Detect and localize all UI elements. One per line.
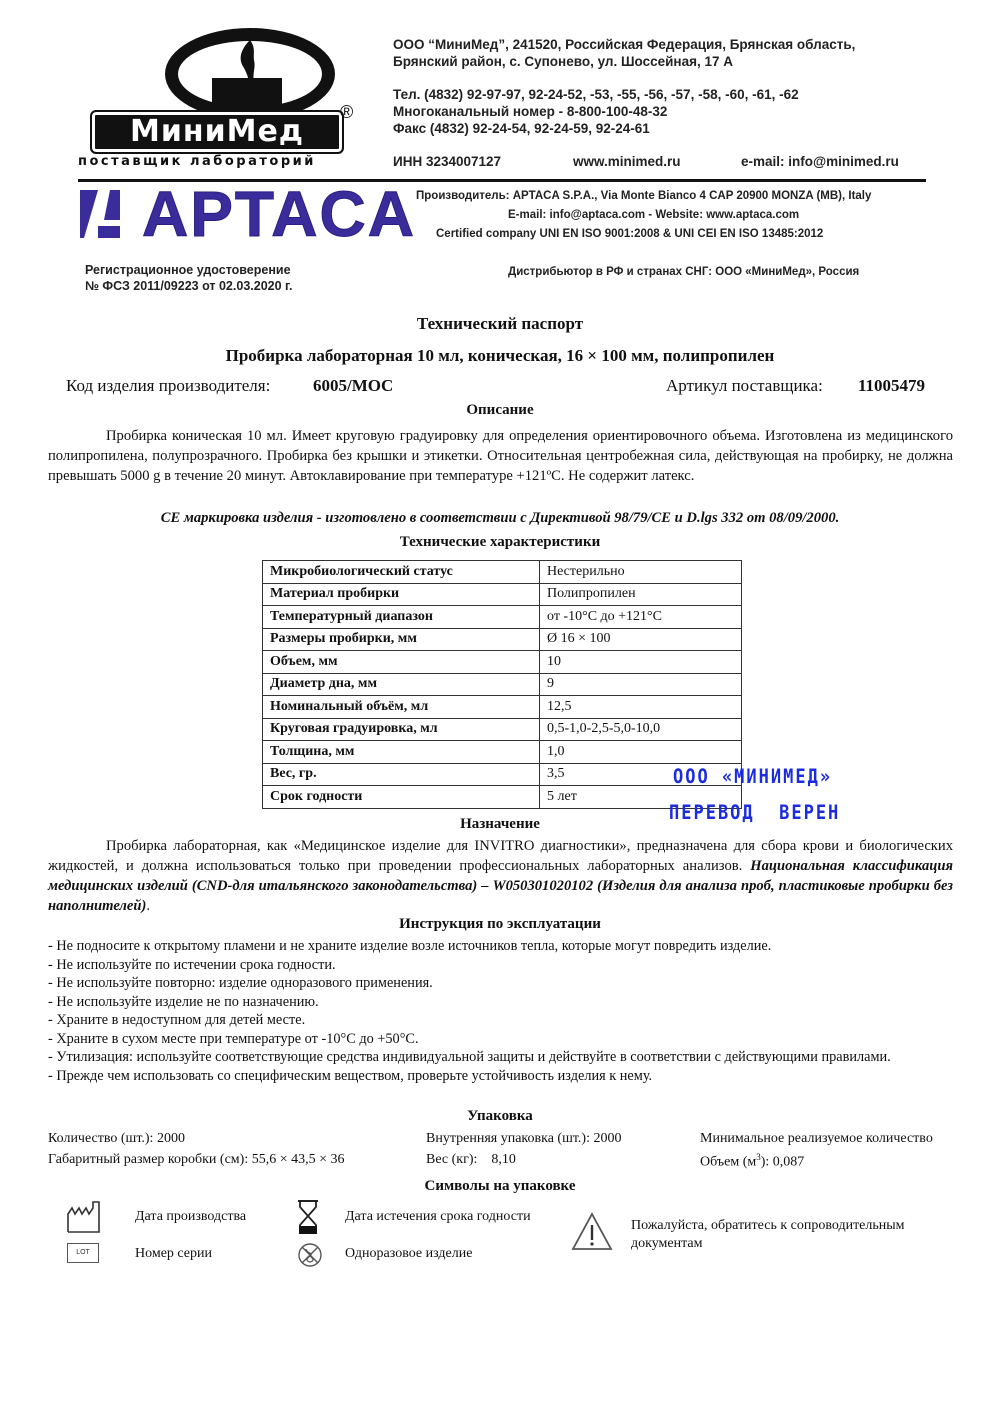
mfr-code-label: Код изделия производителя: bbox=[66, 376, 271, 395]
warning-triangle-icon bbox=[571, 1212, 613, 1252]
table-row bbox=[263, 763, 742, 786]
description-body: Пробирка коническая 10 мл. Имеет круговую градуировку для определения ориентировочного объема. Изготовлена из медицинского полипропилена, полупрозрачного. Пробирка без крышки и этикетки. Относительная центробежная сила, действующая на пробирку, не должна превышать 5000 g в течение 20 минут. Автоклавирование при температуре +121ºC. Не содержит латекс. bbox=[48, 428, 953, 484]
list-item: - Храните в сухом месте при температуре от -10°C до +50°C. bbox=[48, 1030, 419, 1047]
package-quantity: Количество (шт.): 2000 bbox=[48, 1131, 185, 1146]
box-volume bbox=[700, 1152, 804, 1171]
table-row bbox=[263, 561, 742, 584]
spec-key: Срок годности bbox=[263, 786, 540, 809]
registered-mark: ® bbox=[340, 102, 354, 122]
consult-documents-label: Пожалуйста, обратитесь к сопроводительным документам bbox=[631, 1218, 905, 1251]
volume-label: Объем (м bbox=[700, 1154, 757, 1170]
distributor-info: Дистрибьютор в РФ и странах СНГ: ООО «МиниМед», Россия bbox=[508, 266, 860, 278]
list-item: - Не подносите к открытому пламени и не храните изделие возле источников тепла, которые могут повредить изделие. bbox=[48, 938, 772, 954]
classification-period: . bbox=[146, 898, 151, 914]
document-title: Технический паспорт bbox=[416, 314, 584, 333]
spec-key: Температурный диапазон bbox=[263, 606, 540, 629]
inner-package: Внутренняя упаковка (шт.): 2000 bbox=[426, 1131, 622, 1146]
table-row bbox=[263, 606, 742, 629]
purpose-heading: Назначение bbox=[460, 816, 540, 832]
batch-number-label: Номер серии bbox=[135, 1246, 212, 1261]
box-weight bbox=[426, 1152, 516, 1168]
spec-value: от -10°C до +121°C bbox=[540, 606, 742, 629]
table-row bbox=[263, 741, 742, 764]
spec-key: Вес, гр. bbox=[263, 763, 540, 786]
minimed-wordmark: МиниМед bbox=[90, 110, 344, 154]
translation-stamp-line-2: ПЕРЕВОД ВЕРЕН bbox=[669, 801, 841, 825]
registration-certificate bbox=[85, 262, 292, 294]
spec-value: 9 bbox=[540, 673, 742, 696]
spec-key: Объем, мм bbox=[263, 651, 540, 674]
aptaca-logo-mark bbox=[80, 186, 136, 242]
list-item: - Не используйте изделие не по назначению. bbox=[48, 993, 319, 1010]
spec-value: 3,5 bbox=[540, 763, 742, 786]
registration-line-1: Регистрационное удостоверение bbox=[85, 263, 291, 277]
table-row bbox=[263, 651, 742, 674]
spec-key: Круговая градуировка, мл bbox=[263, 718, 540, 741]
spec-key: Материал пробирки bbox=[263, 583, 540, 606]
instructions-list bbox=[48, 937, 958, 1085]
weight-value: 8,10 bbox=[491, 1152, 516, 1167]
weight-label: Вес (кг): bbox=[426, 1152, 478, 1167]
email-link[interactable]: e-mail: info@minimed.ru bbox=[741, 154, 899, 169]
single-use-icon bbox=[297, 1242, 323, 1268]
spec-value: 12,5 bbox=[540, 696, 742, 719]
minimed-tagline: поставщик лабораторий bbox=[78, 154, 316, 169]
multichannel-line: Многоканальный номер - 8-800-100-48-32 bbox=[393, 104, 668, 119]
table-row bbox=[263, 718, 742, 741]
supplier-sku-label: Артикул поставщика: bbox=[666, 376, 823, 395]
manufacture-date-icon bbox=[66, 1200, 102, 1234]
spec-key: Номинальный объём, мл bbox=[263, 696, 540, 719]
list-item: - Утилизация: используйте соответствующие средства индивидуальной защиты и действуйте в соответствии с действующими правилами. bbox=[48, 1049, 891, 1065]
spec-key: Размеры пробирки, мм bbox=[263, 628, 540, 651]
packaging-heading: Упаковка bbox=[467, 1108, 533, 1124]
spec-value: 10 bbox=[540, 651, 742, 674]
lot-icon: LOT bbox=[67, 1243, 99, 1263]
website-link[interactable]: www.minimed.ru bbox=[573, 154, 681, 169]
flame-icon bbox=[236, 40, 262, 82]
list-item: - Храните в недоступном для детей месте. bbox=[48, 1012, 306, 1028]
aptaca-wordmark: APTACA bbox=[142, 178, 416, 250]
product-name: Пробирка лабораторная 10 мл, коническая, 16 × 100 мм, полипропилен bbox=[225, 346, 775, 365]
purpose-body: Пробирка лабораторная, как «Медицинское изделие для INVITRO диагностики», предназначена для сбора крови и биологических жидкостей, и должна использоваться только при проведении профессиональных лабораторных анализов. bbox=[48, 838, 953, 874]
spec-value: 0,5-1,0-2,5-5,0-10,0 bbox=[540, 718, 742, 741]
registration-line-2: № ФСЗ 2011/09223 от 02.03.2020 г. bbox=[85, 279, 293, 293]
spec-key: Микробиологический статус bbox=[263, 561, 540, 584]
inn: ИНН 3234007127 bbox=[393, 154, 502, 169]
address-line-2: Брянский район, с. Супонево, ул. Шоссейная, 17 А bbox=[393, 54, 733, 69]
spec-value: Полипропилен bbox=[540, 583, 742, 606]
list-item: - Прежде чем использовать со специфическим веществом, проверьте устойчивость изделия к нему. bbox=[48, 1067, 653, 1084]
hourglass-icon bbox=[296, 1199, 320, 1235]
phone-line: Тел. (4832) 92-97-97, 92-24-52, -53, -55, -56, -57, -58, -60, -61, -62 bbox=[393, 87, 799, 102]
description-text bbox=[48, 426, 953, 486]
company-address bbox=[393, 36, 855, 70]
fax-line: Факс (4832) 92-24-54, 92-24-59, 92-24-61 bbox=[393, 121, 650, 136]
specs-heading: Технические характеристики bbox=[399, 534, 601, 550]
spec-value: Нестерильно bbox=[540, 561, 742, 584]
expiry-date-label: Дата истечения срока годности bbox=[345, 1209, 531, 1224]
spec-key: Толщина, мм bbox=[263, 741, 540, 764]
company-phones bbox=[393, 86, 799, 137]
instructions-heading: Инструкция по эксплуатации bbox=[399, 916, 601, 932]
volume-value: ): 0,087 bbox=[760, 1154, 805, 1170]
cnd-classification: Национальная классификация медицинских изделий (CND-для итальянского законодательства) – W050301020102 (Изделия для анализа проб, пластиковые пробирки без наполнителей) bbox=[48, 858, 953, 914]
manufacturer-info: Производитель: APTACA S.P.A., Via Monte Bianco 4 CAP 20900 MONZA (MB), Italy bbox=[416, 190, 872, 202]
table-row bbox=[263, 696, 742, 719]
aptaca-contacts: E-mail: info@aptaca.com - Website: www.aptaca.com bbox=[508, 209, 800, 221]
manufacture-date-label: Дата производства bbox=[135, 1209, 247, 1224]
ce-marking: CE маркировка изделия - изготовлено в соответствии с Директивой 98/79/CE и D.lgs 332 от 08/09/2000. bbox=[160, 510, 840, 526]
volume-superscript: 3 bbox=[756, 1152, 761, 1162]
table-row bbox=[263, 583, 742, 606]
spec-value: Ø 16 × 100 bbox=[540, 628, 742, 651]
spec-value: 1,0 bbox=[540, 741, 742, 764]
specs-table bbox=[262, 560, 742, 809]
table-row bbox=[263, 673, 742, 696]
table-row bbox=[263, 628, 742, 651]
mfr-code: 6005/MOC bbox=[313, 376, 394, 395]
supplier-sku: 11005479 bbox=[858, 376, 926, 395]
description-heading: Описание bbox=[466, 402, 534, 418]
list-item: - Не используйте повторно: изделие одноразового применения. bbox=[48, 975, 433, 991]
spec-key: Диаметр дна, мм bbox=[263, 673, 540, 696]
purpose-text bbox=[48, 836, 953, 916]
address-line-1: ООО “МиниМед”, 241520, Российская Федерация, Брянская область, bbox=[393, 37, 856, 52]
list-item: - Не используйте по истечении срока годности. bbox=[48, 956, 336, 973]
single-use-label: Одноразовое изделие bbox=[345, 1246, 473, 1261]
symbols-heading: Символы на упаковке bbox=[424, 1178, 576, 1194]
spec-value: 5 лет bbox=[540, 786, 742, 809]
min-quantity: Минимальное реализуемое количество bbox=[700, 1131, 933, 1146]
certification: Certified company UNI EN ISO 9001:2008 & UNI CEI EN ISO 13485:2012 bbox=[436, 228, 824, 240]
minimed-logo-block bbox=[212, 78, 282, 110]
translation-stamp-line-1: ООО «МИНИМЕД» bbox=[673, 765, 833, 789]
box-size: Габаритный размер коробки (см): 55,6 × 43,5 × 36 bbox=[48, 1152, 345, 1167]
